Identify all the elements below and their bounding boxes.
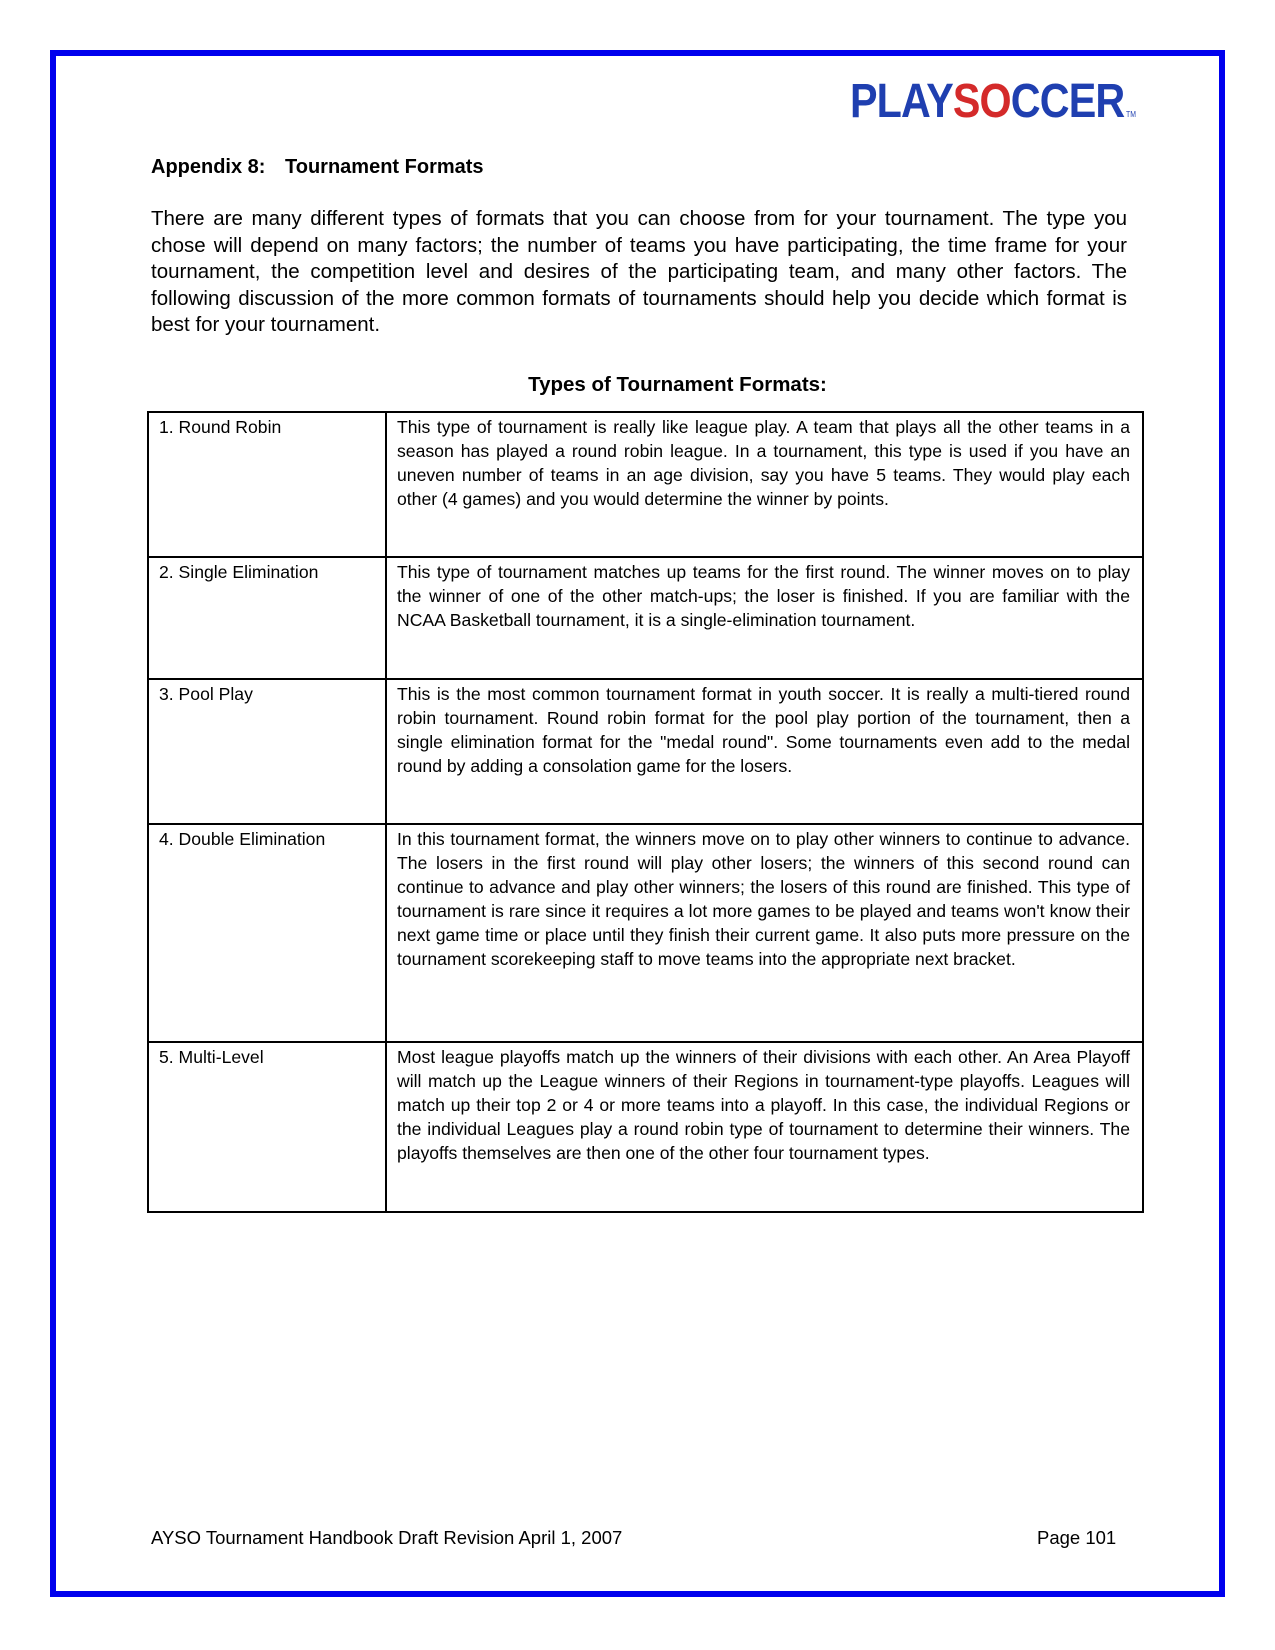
appendix-title: Tournament Formats [285, 156, 484, 178]
table-row [148, 557, 1143, 679]
format-description: Most league playoffs match up the winners of their divisions with each other. An Area Playoff will match up the League winners of their Regions in tournament-type playoffs. Leagues will match up their top 2 or 4 or more teams into a playoff. In this case, the individual Regions or the individual Leagues play a round robin type of tournament to determine their winners. The playoffs themselves are then one of the other four tournament types. [386, 1042, 1143, 1212]
footer-document-title: AYSO Tournament Handbook Draft Revision April 1, 2007 [151, 1527, 623, 1548]
format-name: 5. Multi-Level [148, 1042, 386, 1212]
format-description: This type of tournament is really like league play. A team that plays all the other teams in a season has played a round robin league. In a tournament, this type is used if you have an uneven number of teams in an age division, say you have 5 teams. They would play each other (4 games) and you would determine the winner by points. [386, 412, 1143, 557]
format-name: 1. Round Robin [148, 412, 386, 557]
appendix-number: Appendix 8: [151, 156, 266, 178]
logo-part-so: SO [952, 75, 1011, 128]
table-title: Types of Tournament Formats: [528, 373, 827, 396]
footer-page-number: Page 101 [1037, 1527, 1117, 1548]
formats-table [147, 411, 1144, 1213]
table-row [148, 412, 1143, 557]
format-name: 4. Double Elimination [148, 824, 386, 1042]
format-description: This type of tournament matches up teams for the first round. The winner moves on to play the winner of one of the other match-ups; the loser is finished. If you are familiar with the NCAA Basketball tournament, it is a single-elimination tournament. [386, 557, 1143, 679]
logo-part-ccer: CCER [1010, 75, 1125, 128]
table-row [148, 679, 1143, 824]
intro-paragraph: There are many different types of formats that you can choose from for your tournament. The type you chose will depend on many factors; the number of teams you have participating, the time frame for your tournament, the competition level and desires of the participating team, and many other factors. The following discussion of the more common formats of tournaments should help you decide which format is best for your tournament. [151, 207, 1127, 336]
logo-part-play: PLAY [850, 75, 953, 128]
playsoccer-logo [850, 75, 1136, 128]
format-description: In this tournament format, the winners move on to play other winners to continue to advance. The losers in the first round will play other losers; the winners of this second round can continue to advance and play other winners; the losers of this round are finished. This type of tournament is rare since it requires a lot more games to be played and teams won't know their next game time or place until they finish their current game. It also puts more pressure on the tournament scorekeeping staff to move teams into the appropriate next bracket. [386, 824, 1143, 1042]
appendix-heading [151, 156, 484, 179]
format-name: 2. Single Elimination [148, 557, 386, 679]
trademark-symbol: TM [1126, 110, 1136, 119]
format-name: 3. Pool Play [148, 679, 386, 824]
format-description: This is the most common tournament format in youth soccer. It is really a multi-tiered round robin tournament. Round robin format for the pool play portion of the tournament, then a single elimination format for the "medal round". Some tournaments even add to the medal round by adding a consolation game for the losers. [386, 679, 1143, 824]
table-row [148, 824, 1143, 1042]
table-row [148, 1042, 1143, 1212]
